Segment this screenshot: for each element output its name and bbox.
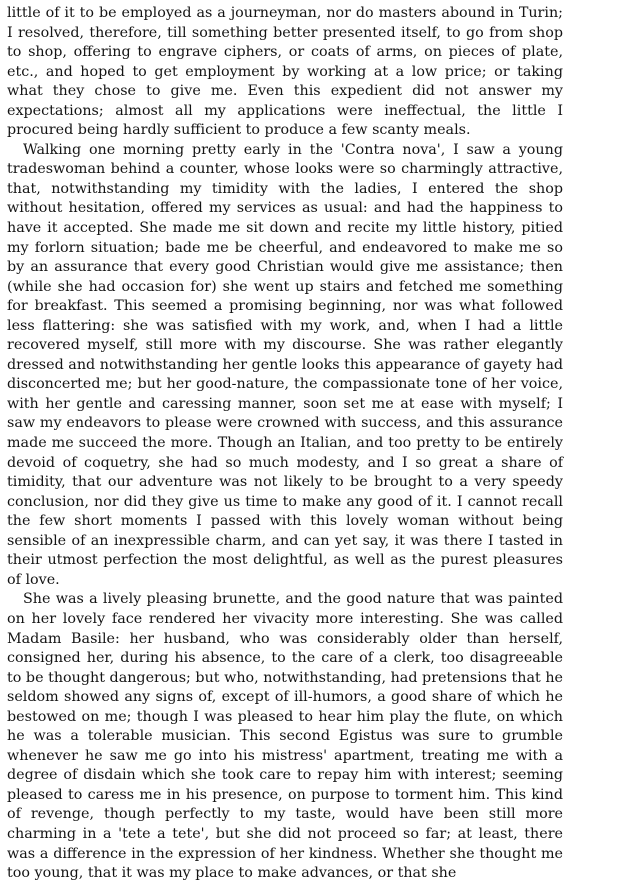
document-page [7,4,563,884]
paragraph-1: little of it to be employed as a journeyman, nor do masters abound in Turin; I resolved, therefore, till something better presented itself, to go from shop to shop, offering to engrave ciphers, or coats of arms, on pieces of plate, etc., and hoped to get employment by working at a low price; or taking what they chose to give me. Even this expedient did not answer my expectations; almost all my applications were ineffectual, the little I procured being hardly sufficient to produce a few scanty meals. [7,5,563,139]
paragraph-3: She was a lively pleasing brunette, and the good nature that was painted on her lovely face rendered her vivacity more interesting. She was called Madam Basile: her husband, who was considerably older than herself, consigned her, during his absence, to the care of a clerk, too disagreeable to be thought dangerous; but who, notwithstanding, had pretensions that he seldom showed any signs of, except of ill-humors, a good share of which he bestowed on me; though I was pleased to hear him play the flute, on which he was a tolerable musician. This second Egistus was sure to grumble whenever he saw me go into his mistress' apartment, treating me with a degree of disdain which she took care to repay him with interest; seeming pleased to caress me in his presence, on purpose to torment him. This kind of revenge, though perfectly to my taste, would have been still more charming in a 'tete a tete', but she did not proceed so far; at least, there was a difference in the expression of her kindness. Whether she thought me too young, that it was my place to make advances, or that she [7,591,563,882]
paragraph-2: Walking one morning pretty early in the 'Contra nova', I saw a young tradeswoman behind a counter, whose looks were so charmingly attractive, that, notwithstanding my timidity with the ladies, I entered the shop without hesitation, offered my services as usual: and had the happiness to have it accepted. She made me sit down and recite my little history, pitied my forlorn situation; bade me be cheerful, and endeavored to make me so by an assurance that every good Christian would give me assistance; then (while she had occasion for) she went up stairs and fetched me something for breakfast. This seemed a promising beginning, nor was what followed less flattering: she was satisfied with my work, and, when I had a little recovered myself, still more with my discourse. She was rather elegantly dressed and notwithstanding her gentle looks this appearance of gayety had disconcerted me; but her good-nature, the compassionate tone of her voice, with her gentle and caressing manner, soon set me at ease with myself; I saw my endeavors to please were crowned with success, and this assurance made me succeed the more. Though an Italian, and too pretty to be entirely devoid of coquetry, she had so much modesty, and I so great a share of timidity, that our adventure was not likely to be brought to a very speedy conclusion, nor did they give us time to make any good of it. I cannot recall the few short moments I passed with this lovely woman without being sensible of an inexpressible charm, and can yet say, it was there I tasted in their utmost perfection the most delightful, as well as the purest pleasures of love. [7,141,563,588]
